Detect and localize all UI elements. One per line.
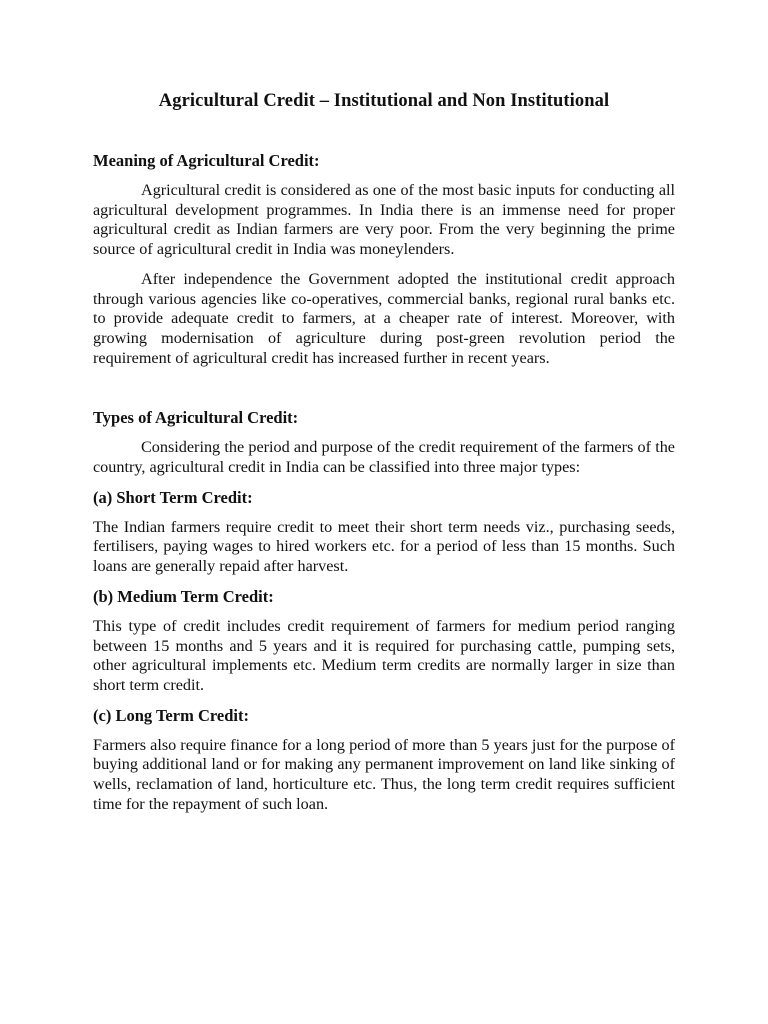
paragraph-types: Considering the period and purpose of the credit requirement of the farmers of the country, agricultural credit in India can be classified into three major types: (93, 438, 675, 477)
paragraph-medium-term: This type of credit includes credit requirement of farmers for medium period ranging between 15 months and 5 years and it is required for purchasing cattle, pumping sets, other agricultural implements etc. Medium term credits are normally larger in size than short term credit. (93, 616, 675, 694)
paragraph-long-term: Farmers also require finance for a long period of more than 5 years just for the purpose of buying additional land or for making any permanent improvement on land like sinking of wells, reclamation of land, horticulture etc. Thus, the long term credit requires sufficient time for the repayment of such loan. (93, 735, 675, 813)
document-title: Agricultural Credit – Institutional and Non Institutional (158, 91, 610, 111)
heading-short-term: (a) Short Term Credit: (93, 487, 253, 507)
heading-medium-term: (b) Medium Term Credit: (93, 586, 274, 606)
paragraph-meaning-2: After independence the Government adopted the institutional credit approach through various agencies like co-operatives, commercial banks, regional rural banks etc. to provide adequate credit to farmers, at a cheaper rate of interest. Moreover, with growing modernisation of agriculture during post-green revolution period the requirement of agricultural credit has increased further in recent years. (93, 269, 675, 367)
paragraph-meaning-1: Agricultural credit is considered as one of the most basic inputs for conducting all agricultural development programmes. In India there is an immense need for proper agricultural credit as Indian farmers are very poor. From the very beginning the prime source of agricultural credit in India was moneylenders. (93, 181, 675, 259)
paragraph-short-term: The Indian farmers require credit to meet their short term needs viz., purchasing seeds, fertilisers, paying wages to hired workers etc. for a period of less than 15 months. Such loans are generally repaid after harvest. (93, 517, 675, 576)
document-page (93, 90, 675, 814)
heading-long-term: (c) Long Term Credit: (93, 705, 249, 725)
heading-meaning: Meaning of Agricultural Credit: (93, 151, 320, 170)
heading-types: Types of Agricultural Credit: (93, 408, 299, 428)
